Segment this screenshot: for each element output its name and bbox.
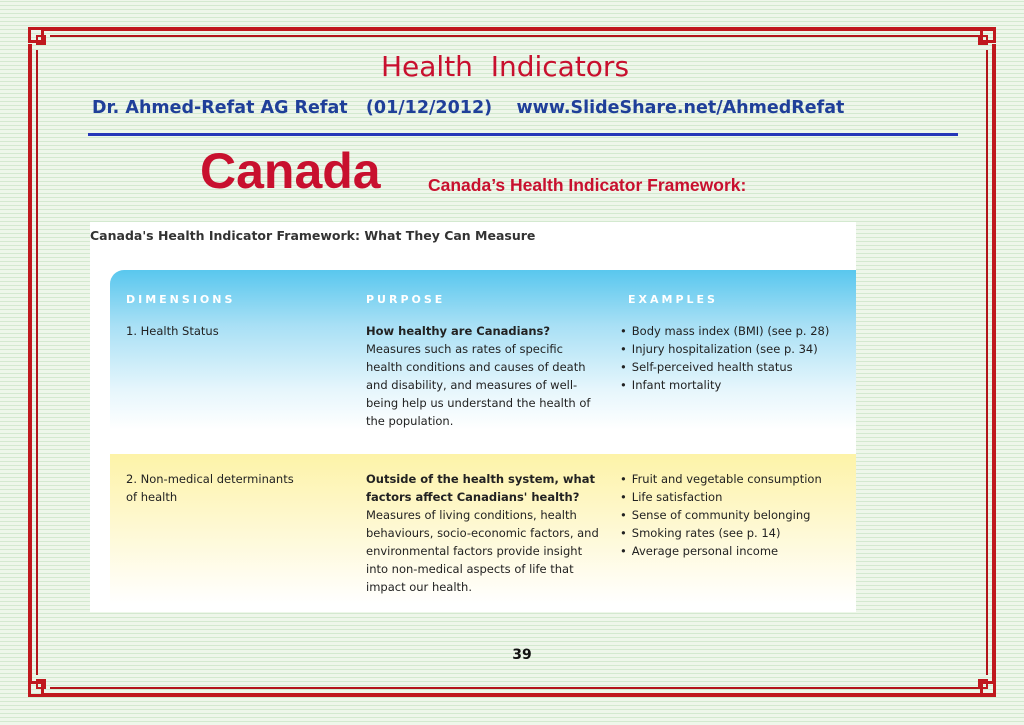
frame-left-inner (36, 50, 38, 675)
row2-purpose-text: Measures of living conditions, health behaviours, socio-economic factors, and environmental factors provide insight into non-medical aspects of life that impact our health. (366, 508, 599, 594)
author-line: Dr. Ahmed-Refat AG Refat (01/12/2012) www.SlideShare.net/AhmedRefat (92, 98, 845, 118)
column-header-examples: EXAMPLES (628, 293, 718, 306)
frame-corner-bottom-right-inner (978, 679, 988, 689)
frame-right-outer (992, 44, 996, 681)
country-heading: Canada (200, 143, 381, 199)
framework-heading: Canada’s Health Indicator Framework: (428, 175, 747, 195)
column-header-purpose: PURPOSE (366, 293, 446, 306)
frame-left-outer (28, 44, 32, 681)
framework-table-image (90, 222, 856, 612)
list-item: • Injury hospitalization (see p. 34) (620, 340, 850, 358)
row1-purpose-text: Measures such as rates of specific health conditions and causes of death and disability, and measures of well-being help us understand the health of the population. (366, 342, 591, 428)
frame-bottom-inner (50, 687, 988, 689)
slide-title: Health Indicators (380, 50, 630, 83)
frame-top-inner (50, 35, 988, 37)
row2-dimension (126, 470, 296, 506)
row1-purpose (366, 322, 602, 430)
row2-purpose (366, 470, 602, 596)
frame-corner-top-right-inner (978, 35, 988, 45)
list-item: • Sense of community belonging (620, 506, 850, 524)
row1-purpose-question: How healthy are Canadians? (366, 324, 551, 338)
framework-table-title: Canada's Health Indicator Framework: What They Can Measure (90, 228, 536, 243)
row2-purpose-question: Outside of the health system, what factors affect Canadians' health? (366, 472, 595, 504)
row2-examples (620, 470, 850, 560)
list-item: • Life satisfaction (620, 488, 850, 506)
list-item: • Average personal income (620, 542, 850, 560)
frame-top-outer (44, 27, 994, 31)
row2-dimension-text: 2. Non-medical determinants of health (126, 472, 294, 504)
row1-dimension-text: 1. Health Status (126, 324, 219, 338)
header-divider (88, 133, 958, 136)
frame-corner-top-left-inner (36, 35, 46, 45)
list-item: • Self-perceived health status (620, 358, 850, 376)
frame-right-inner (986, 50, 988, 675)
column-header-dimensions: DIMENSIONS (126, 293, 236, 306)
page-number: 39 (512, 647, 532, 663)
row1-examples (620, 322, 850, 394)
row2-examples-list (620, 470, 850, 560)
row1-dimension (126, 322, 346, 340)
frame-bottom-outer (44, 693, 994, 697)
list-item: • Smoking rates (see p. 14) (620, 524, 850, 542)
row1-examples-list (620, 322, 850, 394)
list-item: • Infant mortality (620, 376, 850, 394)
list-item: • Body mass index (BMI) (see p. 28) (620, 322, 850, 340)
list-item: • Fruit and vegetable consumption (620, 470, 850, 488)
frame-corner-bottom-left-inner (36, 679, 46, 689)
